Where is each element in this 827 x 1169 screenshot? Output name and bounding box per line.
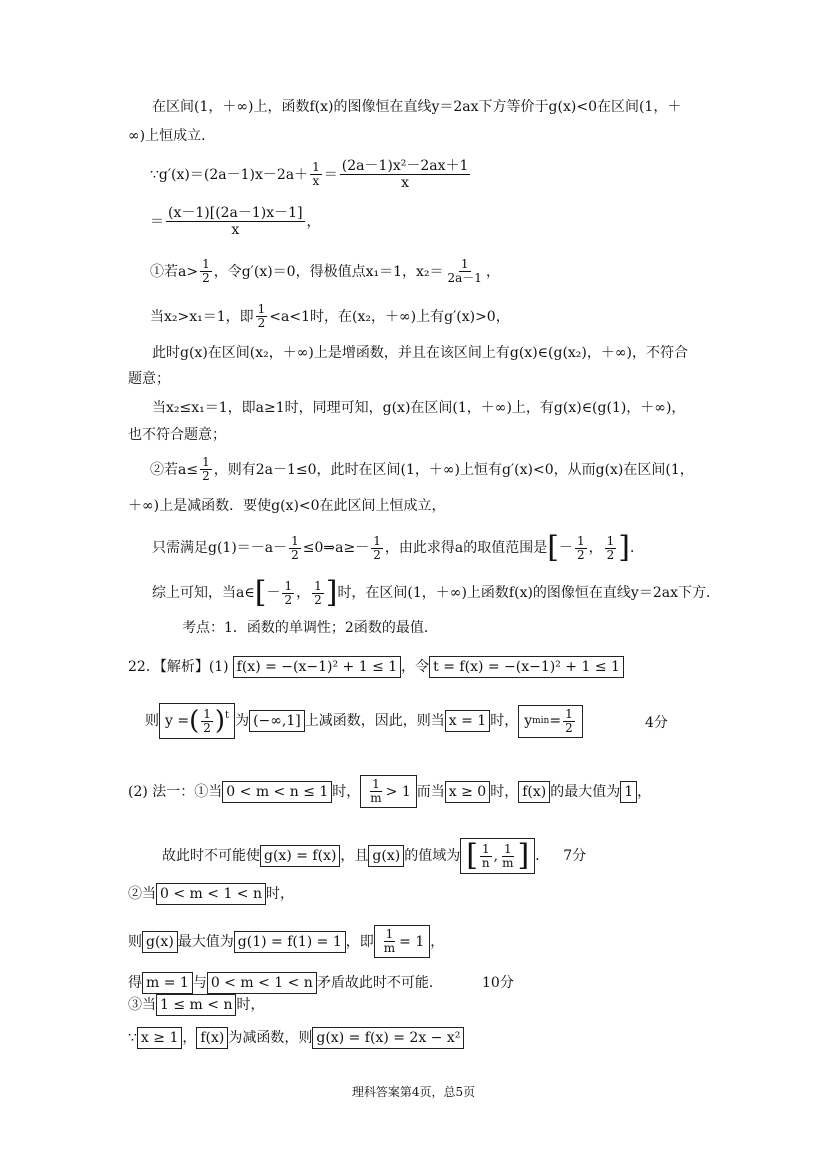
- case-3: [128, 994, 264, 1016]
- case-2b-max: [128, 925, 444, 958]
- boxed-formula: $\frac{1}{m}$ = 1: [374, 925, 430, 958]
- fraction: $\frac{1}{2}$: [373, 533, 381, 562]
- boxed-formula: (−∞,1]: [249, 710, 305, 732]
- formula-text: 当x₂>x₁＝1，即: [150, 308, 254, 325]
- q22-part1-cont: [145, 703, 583, 739]
- formula-text: 的值域为: [404, 848, 461, 864]
- formula-text: ，: [637, 783, 652, 800]
- formula-text: <a<1时，在(x₂，＋∞)上有g′(x)>0，: [269, 308, 510, 325]
- formula-text: ≤0⇒a≥－: [302, 540, 370, 556]
- formula-text: －: [266, 585, 281, 601]
- formula-text: ，即: [345, 933, 374, 950]
- formula-text: 得: [128, 975, 142, 991]
- page-footer: 理科答案第4页，总5页: [351, 1085, 476, 1099]
- fraction: $\frac{1}{2}$: [202, 455, 210, 483]
- formula-text: 矛盾故此时不可能．: [316, 975, 443, 991]
- formula-text: ．: [535, 848, 550, 864]
- fraction: $\frac{1}{m}$: [383, 927, 396, 955]
- boxed-formula: $\frac{1}{m}$ > 1: [360, 775, 416, 808]
- formula-text: ＝: [323, 166, 338, 183]
- fraction: $\frac{1}{2}$: [606, 533, 615, 562]
- formula-text: ，: [485, 263, 500, 280]
- boxed-formula: t = f(x) = −(x−1)² + 1 ≤ 1: [429, 656, 624, 678]
- boxed-formula: [ $\frac{1}{n}$ , $\frac{1}{m}$ ]: [460, 838, 535, 874]
- fraction: $\frac{1}{2}$: [202, 257, 210, 285]
- bracket: ]: [618, 530, 630, 565]
- fraction: $\frac{1}{2}$: [291, 533, 299, 562]
- formula-text: ，: [430, 933, 445, 950]
- fraction: $\frac{1}{2a-1}$: [447, 257, 482, 285]
- text-line: 在区间(1，＋∞)上，函数f(x)的图像恒在直线y＝2ax下方等价于g(x)<0在区间(1，＋: [152, 99, 682, 115]
- formula-text: 为减函数，则: [228, 1030, 313, 1046]
- formula-text: ，: [296, 585, 311, 601]
- formula-text: ，令g′(x)＝0，得极值点x₁＝1，x₂＝: [213, 263, 444, 280]
- q22-part1: [128, 656, 624, 678]
- formula-text: ，则有2a－1≤0，此时在区间(1，＋∞)上恒有g′(x)<0，从而g(x)在区间(1，: [213, 461, 694, 478]
- formula-text: ＝: [150, 213, 164, 230]
- case-3-cont: [128, 1027, 464, 1049]
- fraction: $\frac{1}{2}$: [565, 706, 573, 735]
- boxed-formula: x ≥ 1: [137, 1027, 182, 1049]
- fraction: $\frac{\text{(2a－1)x²－2ax＋1}}{x}$: [341, 158, 469, 191]
- boxed-formula: 0 < m < n ≤ 1: [222, 781, 332, 803]
- formula-text: 时，: [490, 713, 519, 729]
- score-label: 10分: [482, 975, 514, 991]
- boxed-formula: f(x) = −(x−1)² + 1 ≤ 1: [233, 656, 402, 678]
- text-line: 此时g(x)在区间(x₂，＋∞)上是增函数，并且在该区间上有g(x)∈(g(x₂)，＋∞)，不符合: [152, 345, 688, 361]
- q22-part2-cont: [162, 838, 586, 874]
- fraction: $\frac{1}{2}$: [314, 578, 322, 607]
- formula-text: 时，: [266, 886, 294, 902]
- formula-text: 综上可知，当a∈: [152, 585, 255, 601]
- case-2b-contradiction: [128, 972, 443, 994]
- bracket: [: [547, 530, 559, 565]
- bracket: [: [254, 575, 267, 610]
- fraction: $\frac{1}{2}$: [257, 302, 266, 330]
- key-points: 考点：1．函数的单调性；2函数的最值．: [182, 620, 438, 636]
- text-line: 题意；: [128, 371, 170, 387]
- derivative-formula: [150, 158, 472, 191]
- boxed-formula: g(x) = f(x): [260, 845, 340, 867]
- formula-text: 而当: [416, 783, 445, 800]
- fraction: $\frac{1}{m}$: [502, 841, 514, 870]
- formula-text: －: [558, 540, 573, 556]
- formula-text: 时，: [332, 783, 361, 800]
- formula-text: 只需满足g(1)＝－a－: [152, 540, 288, 556]
- formula-text: 时，: [490, 783, 519, 800]
- boxed-formula: g(x): [142, 931, 178, 953]
- formula-text: ，由此求得a的取值范围是: [384, 540, 548, 556]
- derivative-factored: [150, 205, 321, 238]
- boxed-formula: y = ( $\frac{1}{2}$ ) $^t$: [159, 703, 235, 739]
- formula-text: ∵: [128, 1030, 137, 1046]
- formula-text: 则: [128, 933, 142, 950]
- fraction: $\frac{1}{x}$: [312, 160, 320, 188]
- bracket: ]: [325, 575, 338, 610]
- fraction: $\frac{1}{2}$: [284, 578, 293, 607]
- formula-text: 22．【解析】(1): [128, 659, 229, 675]
- fraction: $\frac{1}{n}$: [481, 841, 490, 870]
- formula-text: ．: [629, 540, 644, 556]
- boxed-formula: 1: [620, 781, 637, 803]
- formula-text: 则: [145, 713, 159, 729]
- formula-text: 最大值为: [177, 933, 234, 950]
- condition-line: [152, 530, 644, 565]
- formula-text: 故此时不可能使: [162, 848, 260, 864]
- formula-text: 的最大值为: [550, 783, 621, 800]
- boxed-formula: y min = $\frac{1}{2}$: [518, 705, 583, 738]
- text-line: 当x₂≤x₁＝1，即a≥1时，同理可知，g(x)在区间(1，＋∞)上，有g(x)∈(g(1)，＋∞)，: [152, 400, 686, 416]
- boxed-formula: 0 < m < 1 < n: [156, 883, 266, 905]
- formula-text: ，: [182, 1030, 197, 1046]
- formula-text: 上减函数，因此，则当: [304, 713, 445, 729]
- formula-text: ∵g′(x)＝(2a－1)x－2a＋: [150, 166, 309, 183]
- fraction: $\frac{1}{2}$: [203, 706, 211, 735]
- conclusion-line: [152, 575, 720, 610]
- formula-text: 时，: [236, 997, 265, 1013]
- formula-text: ，: [306, 213, 321, 230]
- boxed-formula: m = 1: [142, 972, 193, 994]
- boxed-formula: x = 1: [445, 710, 490, 732]
- fraction: $\frac{1}{m}$: [370, 777, 382, 805]
- boxed-formula: 1 ≤ m < n: [156, 994, 236, 1016]
- formula-text: ，: [588, 540, 603, 556]
- boxed-formula: g(1) = f(1) = 1: [234, 931, 346, 953]
- boxed-formula: x ≥ 0: [445, 781, 490, 803]
- boxed-formula: f(x): [518, 781, 550, 803]
- formula-text: ②若a≤: [150, 461, 199, 478]
- boxed-formula: f(x): [196, 1027, 228, 1049]
- case-2b: [128, 883, 294, 905]
- q22-part2: [128, 775, 651, 808]
- formula-text: 与: [192, 975, 207, 991]
- text-line: 也不符合题意；: [128, 427, 226, 443]
- fraction: $\frac{1}{2}$: [576, 533, 585, 562]
- text-line: ∞)上恒成立．: [128, 128, 216, 144]
- formula-text: ，且: [340, 848, 369, 864]
- formula-text: ③当: [128, 997, 156, 1013]
- formula-text: 为: [235, 713, 250, 729]
- text-line: ＋∞)上是减函数．要使g(x)<0在此区间上恒成立，: [128, 498, 446, 514]
- score-label: 4分: [645, 715, 668, 731]
- fraction: $\frac{(x-1)[(2a-1)x-1]}{x}$: [168, 205, 303, 238]
- case-2: [150, 456, 694, 483]
- formula-text: ①若a>: [150, 263, 199, 280]
- case-1: [150, 258, 500, 285]
- score-label: 7分: [563, 848, 587, 864]
- formula-text: (2) 法一：①当: [128, 783, 223, 800]
- boxed-formula: g(x) = f(x) = 2x − x²: [312, 1027, 464, 1049]
- case-1a: [150, 303, 510, 330]
- formula-text: 时，在区间(1，＋∞)上函数f(x)的图像恒在直线y＝2ax下方．: [337, 585, 720, 601]
- boxed-formula: 0 < m < 1 < n: [207, 972, 317, 994]
- formula-text: ②当: [128, 886, 156, 902]
- formula-text: ，令: [401, 659, 430, 675]
- boxed-formula: g(x): [368, 845, 404, 867]
